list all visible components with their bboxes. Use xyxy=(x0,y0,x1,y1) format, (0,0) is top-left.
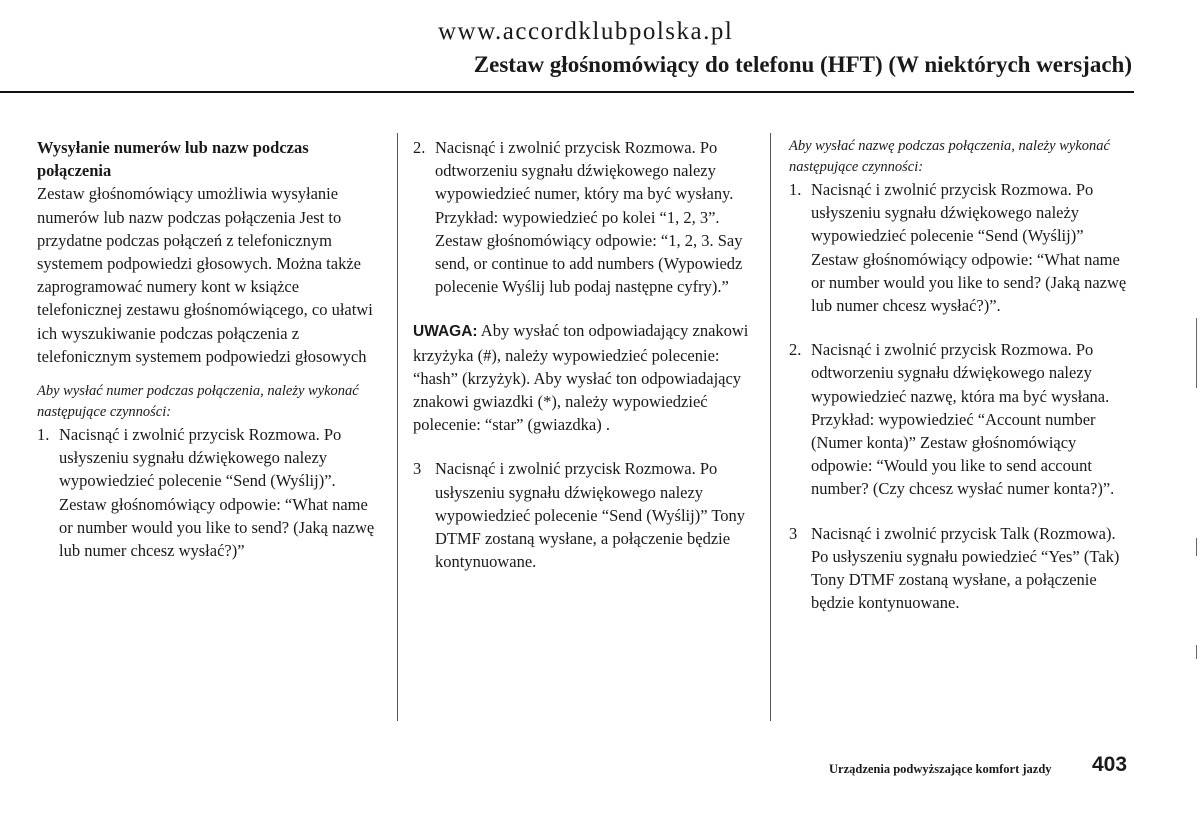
list-item xyxy=(789,522,1134,615)
number-send-intro: Aby wysłać numer podczas połączenia, należy wykonać następujące czynności: xyxy=(37,383,359,421)
step-number: 3 xyxy=(789,523,798,543)
column-3 xyxy=(789,136,1134,614)
step-number: 1. xyxy=(789,180,802,199)
list-item xyxy=(413,136,761,298)
page-title: Zestaw głośnomówiący do telefonu (HFT) (W niektórych wersjach) xyxy=(473,52,1132,77)
step-text: Nacisnąć i zwolnić przycisk Rozmowa. Po usłyszeniu sygnału dźwiękowego nalezy wypowiedzieć polecenie “Send (Wyślij)” Tony DTMF zostaną wysłane, a połączenie będzie kontynuowane. xyxy=(435,459,746,572)
column-1 xyxy=(37,136,382,562)
step-text: Nacisnąć i zwolnić przycisk Rozmowa. Po usłyszeniu sygnału dźwiękowego nalezy wypowiedzieć polecenie “Send (Wyślij)”. Zestaw głośnomówiący odpowie: “What name or number would you like to send? (Jaką nazwę lub numer chcesz wysłać?)” xyxy=(59,425,375,561)
list-item xyxy=(789,178,1134,317)
step-number: 2. xyxy=(789,340,802,360)
step-text: Nacisnąć i zwolnić przycisk Talk (Rozmowa). Po usłyszeniu sygnału powiedzieć “Yes” (Tak) Tony DTMF zostaną wysłane, a połączenie będzie kontynuowane. xyxy=(811,523,1120,613)
note-text: Aby wysłać ton odpowiadający znakowi krzyżyka (#), należy wypowiedzieć polecenie: “hash” (krzyżyk). Aby wysłać ton odpowiadający znakowi gwiazdki (*), należy wypowiedzieć polecenie: “star” (gwiazdka) . xyxy=(413,321,749,435)
step-text: Nacisnąć i zwolnić przycisk Rozmowa. Po odtworzeniu sygnału dźwiękowego nalezy wypowiedzieć nazwę, która ma być wysłana. Przykład: wypowiedzieć “Account number (Numer konta)” Zestaw głośnomówiący odpowie: “Would you like to send account number? (Czy chcesz wysłać numer konta?)”. xyxy=(811,340,1115,499)
step-number: 2. xyxy=(413,138,426,157)
list-item xyxy=(37,423,382,562)
column-2 xyxy=(413,136,761,573)
step-text: Nacisnąć i zwolnić przycisk Rozmowa. Po usłyszeniu sygnału dźwiękowego należy wypowiedzieć polecenie “Send (Wyślij)” Zestaw głośnomówiący odpowie: “What name or number would you like to send? (Jaką nazwę lub numer chcesz wysłać?)”. xyxy=(811,180,1127,316)
step-text: Nacisnąć i zwolnić przycisk Rozmowa. Po odtworzeniu sygnału dźwiękowego nalezy wypowiedzieć numer, który ma być wysłany. Przykład: wypowiedzieć po kolei “1, 2, 3”. Zestaw głośnomówiący odpowie: “1, 2, 3. Say send, or continue to add numbers (Wypowiedz polecenie Wyślij lub podaj następne cyfry).” xyxy=(435,138,743,297)
list-item xyxy=(413,457,761,573)
section-body: Zestaw głośnomówiący umożliwia wysyłanie numerów lub nazw podczas połączenia Jest to przydatne podczas połączeń z telefonicznym systemem podpowiedzi głosowych. Można także zaprogramować numery kont w książce telefonicznej zestawu głośnomówiącego, co ułatwi ich wyszukiwanie podczas połączenia z telefonicznym systemem podpowiedzi głosowych xyxy=(37,184,373,366)
column-divider-right xyxy=(770,133,771,721)
column-divider-left xyxy=(397,133,398,721)
page-edge-mark xyxy=(1196,645,1197,659)
header-rule xyxy=(0,91,1134,93)
note-paragraph xyxy=(413,319,761,436)
footer-section-title: Urządzenia podwyższające komfort jazdy xyxy=(829,762,1052,776)
list-item xyxy=(789,338,1134,500)
page-edge-mark xyxy=(1196,318,1197,388)
section-subheading: Wysyłanie numerów lub nazw podczas połączenia xyxy=(37,138,309,181)
site-url: www.accordklubpolska.pl xyxy=(438,18,734,45)
note-label: UWAGA: xyxy=(413,323,478,341)
step-number: 3 xyxy=(413,459,422,479)
step-number: 1. xyxy=(37,425,50,445)
page-edge-mark xyxy=(1196,538,1197,556)
name-send-intro: Aby wysłać nazwę podczas połączenia, należy wykonać następujące czynności: xyxy=(789,138,1110,175)
page-number: 403 xyxy=(1092,753,1128,776)
